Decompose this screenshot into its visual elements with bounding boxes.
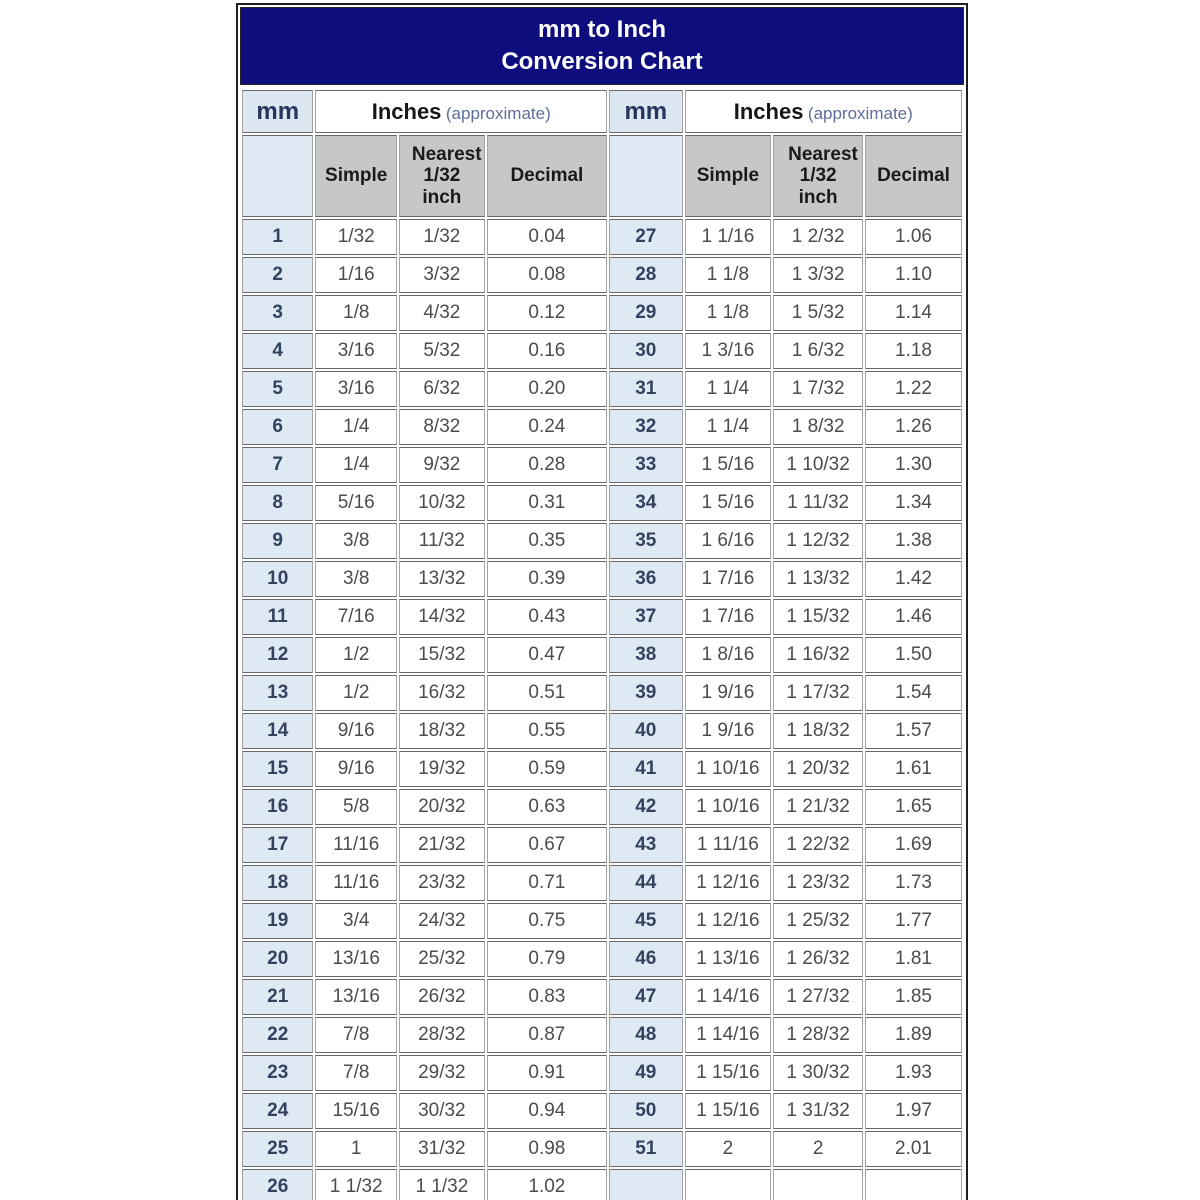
mm-value-cell: 33 — [609, 447, 682, 483]
decimal-value-cell: 0.55 — [487, 713, 607, 749]
conversion-table — [240, 88, 964, 1200]
decimal-value-cell: 0.39 — [487, 561, 607, 597]
decimal-value-cell: 1.89 — [865, 1017, 962, 1053]
decimal-value-cell: 0.79 — [487, 941, 607, 977]
decimal-value-cell: 1.69 — [865, 827, 962, 863]
simple-value-cell: 1 9/16 — [685, 675, 772, 711]
simple-value-cell: 1 9/16 — [685, 713, 772, 749]
simple-value-cell: 1 8/16 — [685, 637, 772, 673]
decimal-value-cell: 0.75 — [487, 903, 607, 939]
simple-value-cell: 1 10/16 — [685, 751, 772, 787]
nearest-value-cell: 23/32 — [399, 865, 485, 901]
mm-value-cell: 12 — [242, 637, 313, 673]
table-row — [242, 1131, 962, 1167]
mm-value-cell: 16 — [242, 789, 313, 825]
nearest-value-cell: 1 6/32 — [773, 333, 863, 369]
nearest-value-cell: 18/32 — [399, 713, 485, 749]
decimal-value-cell: 1.81 — [865, 941, 962, 977]
table-row — [242, 257, 962, 293]
mm-value-cell — [609, 1169, 682, 1200]
mm-value-cell: 2 — [242, 257, 313, 293]
table-row — [242, 903, 962, 939]
nearest-value-cell: 1 16/32 — [773, 637, 863, 673]
table-row — [242, 219, 962, 255]
mm-value-cell: 28 — [609, 257, 682, 293]
mm-value-cell: 50 — [609, 1093, 682, 1129]
decimal-value-cell: 1.93 — [865, 1055, 962, 1091]
decimal-value-cell: 1.61 — [865, 751, 962, 787]
table-row — [242, 865, 962, 901]
mm-value-cell: 4 — [242, 333, 313, 369]
mm-value-cell: 32 — [609, 409, 682, 445]
decimal-value-cell: 1.73 — [865, 865, 962, 901]
nearest-value-cell: 3/32 — [399, 257, 485, 293]
table-row — [242, 599, 962, 635]
decimal-value-cell: 1.42 — [865, 561, 962, 597]
mm-value-cell: 3 — [242, 295, 313, 331]
mm-value-cell: 47 — [609, 979, 682, 1015]
simple-value-cell: 3/8 — [315, 561, 397, 597]
nearest-value-cell: 1 22/32 — [773, 827, 863, 863]
nearest-value-cell: 20/32 — [399, 789, 485, 825]
simple-value-cell: 1 — [315, 1131, 397, 1167]
nearest-label: Nearest 1/32 inch — [411, 143, 482, 209]
decimal-value-cell: 1.18 — [865, 333, 962, 369]
decimal-column-header-left: Decimal — [487, 135, 607, 217]
nearest-value-cell: 26/32 — [399, 979, 485, 1015]
simple-value-cell: 1 1/8 — [685, 295, 772, 331]
mm-value-cell: 25 — [242, 1131, 313, 1167]
nearest-value-cell: 1/32 — [399, 219, 485, 255]
mm-value-cell: 27 — [609, 219, 682, 255]
table-row — [242, 523, 962, 559]
mm-value-cell: 15 — [242, 751, 313, 787]
nearest-value-cell: 1 31/32 — [773, 1093, 863, 1129]
mm-value-cell: 43 — [609, 827, 682, 863]
mm-value-cell: 22 — [242, 1017, 313, 1053]
simple-value-cell: 1 1/16 — [685, 219, 772, 255]
table-row — [242, 1093, 962, 1129]
simple-value-cell: 1 5/16 — [685, 447, 772, 483]
nearest-value-cell: 1 1/32 — [399, 1169, 485, 1200]
simple-value-cell: 1 6/16 — [685, 523, 772, 559]
decimal-value-cell: 0.12 — [487, 295, 607, 331]
nearest-value-cell: 1 11/32 — [773, 485, 863, 521]
table-row — [242, 409, 962, 445]
mm-value-cell: 36 — [609, 561, 682, 597]
chart-title — [240, 7, 964, 85]
nearest-value-cell: 21/32 — [399, 827, 485, 863]
simple-value-cell: 1 1/32 — [315, 1169, 397, 1200]
mm-value-cell: 31 — [609, 371, 682, 407]
nearest-label: Nearest 1/32 inch — [788, 143, 858, 209]
mm-value-cell: 29 — [609, 295, 682, 331]
decimal-value-cell: 1.34 — [865, 485, 962, 521]
nearest-value-cell: 6/32 — [399, 371, 485, 407]
decimal-value-cell: 0.94 — [487, 1093, 607, 1129]
decimal-value-cell: 0.91 — [487, 1055, 607, 1091]
simple-value-cell: 1 13/16 — [685, 941, 772, 977]
decimal-value-cell: 2.01 — [865, 1131, 962, 1167]
mm-column-header-left: mm — [242, 90, 313, 133]
mm-value-cell: 17 — [242, 827, 313, 863]
simple-value-cell: 1 15/16 — [685, 1055, 772, 1091]
nearest-value-cell: 1 8/32 — [773, 409, 863, 445]
simple-value-cell: 13/16 — [315, 941, 397, 977]
mm-value-cell: 48 — [609, 1017, 682, 1053]
simple-value-cell: 3/16 — [315, 333, 397, 369]
simple-value-cell: 7/8 — [315, 1055, 397, 1091]
nearest-value-cell: 1 23/32 — [773, 865, 863, 901]
mm-value-cell: 8 — [242, 485, 313, 521]
inches-column-header-left — [315, 90, 607, 133]
mm-value-cell: 34 — [609, 485, 682, 521]
nearest-value-cell: 1 13/32 — [773, 561, 863, 597]
nearest-value-cell — [773, 1169, 863, 1200]
simple-value-cell: 1 7/16 — [685, 599, 772, 635]
decimal-value-cell: 1.26 — [865, 409, 962, 445]
simple-value-cell: 11/16 — [315, 827, 397, 863]
simple-value-cell: 5/8 — [315, 789, 397, 825]
simple-value-cell: 1 12/16 — [685, 903, 772, 939]
nearest-value-cell: 16/32 — [399, 675, 485, 711]
mm-value-cell: 13 — [242, 675, 313, 711]
decimal-value-cell: 0.98 — [487, 1131, 607, 1167]
mm-value-cell: 7 — [242, 447, 313, 483]
simple-value-cell: 1 5/16 — [685, 485, 772, 521]
decimal-value-cell: 0.31 — [487, 485, 607, 521]
decimal-value-cell: 1.57 — [865, 713, 962, 749]
mm-value-cell: 5 — [242, 371, 313, 407]
decimal-value-cell: 0.20 — [487, 371, 607, 407]
inches-label: Inches — [733, 98, 804, 124]
mm-value-cell: 30 — [609, 333, 682, 369]
mm-value-cell: 44 — [609, 865, 682, 901]
decimal-value-cell: 0.24 — [487, 409, 607, 445]
nearest-value-cell: 1 20/32 — [773, 751, 863, 787]
simple-value-cell: 1/8 — [315, 295, 397, 331]
decimal-value-cell: 1.50 — [865, 637, 962, 673]
simple-value-cell: 1/2 — [315, 675, 397, 711]
simple-value-cell: 3/4 — [315, 903, 397, 939]
table-row — [242, 713, 962, 749]
mm-value-cell: 46 — [609, 941, 682, 977]
nearest-value-cell: 2 — [773, 1131, 863, 1167]
simple-value-cell: 15/16 — [315, 1093, 397, 1129]
mm-value-cell: 40 — [609, 713, 682, 749]
decimal-value-cell: 0.67 — [487, 827, 607, 863]
decimal-value-cell: 1.97 — [865, 1093, 962, 1129]
simple-value-cell: 5/16 — [315, 485, 397, 521]
decimal-value-cell: 1.22 — [865, 371, 962, 407]
approximate-label: (approximate) — [445, 103, 551, 123]
decimal-value-cell: 1.54 — [865, 675, 962, 711]
nearest-value-cell: 1 28/32 — [773, 1017, 863, 1053]
mm-value-cell: 14 — [242, 713, 313, 749]
nearest-value-cell: 5/32 — [399, 333, 485, 369]
mm-value-cell: 21 — [242, 979, 313, 1015]
nearest-value-cell: 4/32 — [399, 295, 485, 331]
nearest-value-cell: 1 17/32 — [773, 675, 863, 711]
simple-value-cell: 1/16 — [315, 257, 397, 293]
mm-value-cell: 45 — [609, 903, 682, 939]
simple-value-cell: 9/16 — [315, 713, 397, 749]
table-row — [242, 295, 962, 331]
decimal-value-cell: 0.04 — [487, 219, 607, 255]
table-row — [242, 371, 962, 407]
mm-value-cell: 42 — [609, 789, 682, 825]
nearest-value-cell: 14/32 — [399, 599, 485, 635]
nearest-value-cell: 10/32 — [399, 485, 485, 521]
approximate-label: (approximate) — [807, 103, 913, 123]
simple-value-cell: 1/2 — [315, 637, 397, 673]
decimal-value-cell: 0.87 — [487, 1017, 607, 1053]
nearest-value-cell: 28/32 — [399, 1017, 485, 1053]
mm-value-cell: 35 — [609, 523, 682, 559]
nearest-value-cell: 1 12/32 — [773, 523, 863, 559]
decimal-value-cell: 0.47 — [487, 637, 607, 673]
mm-value-cell: 23 — [242, 1055, 313, 1091]
decimal-value-cell: 1.02 — [487, 1169, 607, 1200]
mm-value-cell: 11 — [242, 599, 313, 635]
mm-value-cell: 38 — [609, 637, 682, 673]
table-row — [242, 675, 962, 711]
decimal-column-header-right: Decimal — [865, 135, 962, 217]
conversion-table-body — [242, 219, 962, 1200]
decimal-value-cell: 1.06 — [865, 219, 962, 255]
chart-title-line1: mm to Inch — [537, 16, 666, 43]
chart-title-line2: Conversion Chart — [501, 47, 703, 75]
simple-column-header-left: Simple — [315, 135, 397, 217]
decimal-value-cell: 0.59 — [487, 751, 607, 787]
blank-subheader-left — [242, 135, 313, 217]
nearest-value-cell: 13/32 — [399, 561, 485, 597]
nearest-value-cell: 15/32 — [399, 637, 485, 673]
decimal-value-cell: 0.28 — [487, 447, 607, 483]
header-row-sub — [242, 135, 962, 217]
mm-value-cell: 6 — [242, 409, 313, 445]
simple-value-cell: 1 7/16 — [685, 561, 772, 597]
mm-value-cell: 20 — [242, 941, 313, 977]
simple-value-cell: 11/16 — [315, 865, 397, 901]
mm-value-cell: 49 — [609, 1055, 682, 1091]
mm-column-header-right: mm — [609, 90, 682, 133]
decimal-value-cell: 1.14 — [865, 295, 962, 331]
mm-value-cell: 39 — [609, 675, 682, 711]
mm-value-cell: 10 — [242, 561, 313, 597]
table-row — [242, 1169, 962, 1200]
table-row — [242, 941, 962, 977]
inches-column-header-right — [685, 90, 962, 133]
table-row — [242, 637, 962, 673]
simple-value-cell: 7/16 — [315, 599, 397, 635]
simple-value-cell: 1 3/16 — [685, 333, 772, 369]
decimal-value-cell: 1.85 — [865, 979, 962, 1015]
simple-value-cell: 7/8 — [315, 1017, 397, 1053]
decimal-value-cell: 0.16 — [487, 333, 607, 369]
decimal-value-cell: 1.10 — [865, 257, 962, 293]
simple-value-cell: 13/16 — [315, 979, 397, 1015]
table-row — [242, 333, 962, 369]
decimal-value-cell — [865, 1169, 962, 1200]
decimal-value-cell: 0.63 — [487, 789, 607, 825]
simple-column-header-right: Simple — [685, 135, 772, 217]
nearest-value-cell: 31/32 — [399, 1131, 485, 1167]
table-row — [242, 789, 962, 825]
conversion-chart — [236, 3, 968, 1200]
mm-value-cell: 26 — [242, 1169, 313, 1200]
nearest-value-cell: 1 27/32 — [773, 979, 863, 1015]
simple-value-cell: 1 10/16 — [685, 789, 772, 825]
simple-value-cell: 1 1/4 — [685, 371, 772, 407]
nearest-value-cell: 19/32 — [399, 751, 485, 787]
simple-value-cell: 1 14/16 — [685, 1017, 772, 1053]
nearest-value-cell: 11/32 — [399, 523, 485, 559]
simple-value-cell: 9/16 — [315, 751, 397, 787]
nearest-value-cell: 1 18/32 — [773, 713, 863, 749]
table-row — [242, 979, 962, 1015]
nearest-value-cell: 1 25/32 — [773, 903, 863, 939]
table-row — [242, 561, 962, 597]
decimal-value-cell: 1.77 — [865, 903, 962, 939]
nearest-value-cell: 1 3/32 — [773, 257, 863, 293]
blank-subheader-right — [609, 135, 682, 217]
decimal-value-cell: 0.51 — [487, 675, 607, 711]
nearest-value-cell: 29/32 — [399, 1055, 485, 1091]
nearest-column-header-left — [399, 135, 485, 217]
nearest-value-cell: 1 5/32 — [773, 295, 863, 331]
decimal-value-cell: 1.65 — [865, 789, 962, 825]
nearest-value-cell: 1 30/32 — [773, 1055, 863, 1091]
decimal-value-cell: 0.43 — [487, 599, 607, 635]
table-row — [242, 827, 962, 863]
nearest-value-cell: 1 21/32 — [773, 789, 863, 825]
table-row — [242, 751, 962, 787]
simple-value-cell: 3/8 — [315, 523, 397, 559]
table-row — [242, 447, 962, 483]
simple-value-cell — [685, 1169, 772, 1200]
decimal-value-cell: 1.46 — [865, 599, 962, 635]
mm-value-cell: 18 — [242, 865, 313, 901]
mm-value-cell: 37 — [609, 599, 682, 635]
simple-value-cell: 1/4 — [315, 409, 397, 445]
mm-value-cell: 51 — [609, 1131, 682, 1167]
nearest-value-cell: 9/32 — [399, 447, 485, 483]
nearest-value-cell: 1 7/32 — [773, 371, 863, 407]
simple-value-cell: 1/32 — [315, 219, 397, 255]
nearest-value-cell: 24/32 — [399, 903, 485, 939]
nearest-value-cell: 1 10/32 — [773, 447, 863, 483]
nearest-value-cell: 1 26/32 — [773, 941, 863, 977]
simple-value-cell: 1 15/16 — [685, 1093, 772, 1129]
decimal-value-cell: 0.08 — [487, 257, 607, 293]
nearest-value-cell: 8/32 — [399, 409, 485, 445]
decimal-value-cell: 0.83 — [487, 979, 607, 1015]
simple-value-cell: 1 12/16 — [685, 865, 772, 901]
simple-value-cell: 1 1/8 — [685, 257, 772, 293]
table-row — [242, 1055, 962, 1091]
simple-value-cell: 1 1/4 — [685, 409, 772, 445]
simple-value-cell: 1 14/16 — [685, 979, 772, 1015]
header-row-main — [242, 90, 962, 133]
simple-value-cell: 3/16 — [315, 371, 397, 407]
mm-value-cell: 9 — [242, 523, 313, 559]
nearest-value-cell: 30/32 — [399, 1093, 485, 1129]
decimal-value-cell: 1.30 — [865, 447, 962, 483]
simple-value-cell: 1 11/16 — [685, 827, 772, 863]
nearest-value-cell: 1 2/32 — [773, 219, 863, 255]
mm-value-cell: 24 — [242, 1093, 313, 1129]
simple-value-cell: 2 — [685, 1131, 772, 1167]
mm-value-cell: 41 — [609, 751, 682, 787]
decimal-value-cell: 0.71 — [487, 865, 607, 901]
nearest-value-cell: 1 15/32 — [773, 599, 863, 635]
decimal-value-cell: 0.35 — [487, 523, 607, 559]
inches-label: Inches — [371, 98, 442, 124]
mm-value-cell: 1 — [242, 219, 313, 255]
nearest-value-cell: 25/32 — [399, 941, 485, 977]
nearest-column-header-right — [773, 135, 863, 217]
decimal-value-cell: 1.38 — [865, 523, 962, 559]
simple-value-cell: 1/4 — [315, 447, 397, 483]
table-row — [242, 485, 962, 521]
table-row — [242, 1017, 962, 1053]
mm-value-cell: 19 — [242, 903, 313, 939]
